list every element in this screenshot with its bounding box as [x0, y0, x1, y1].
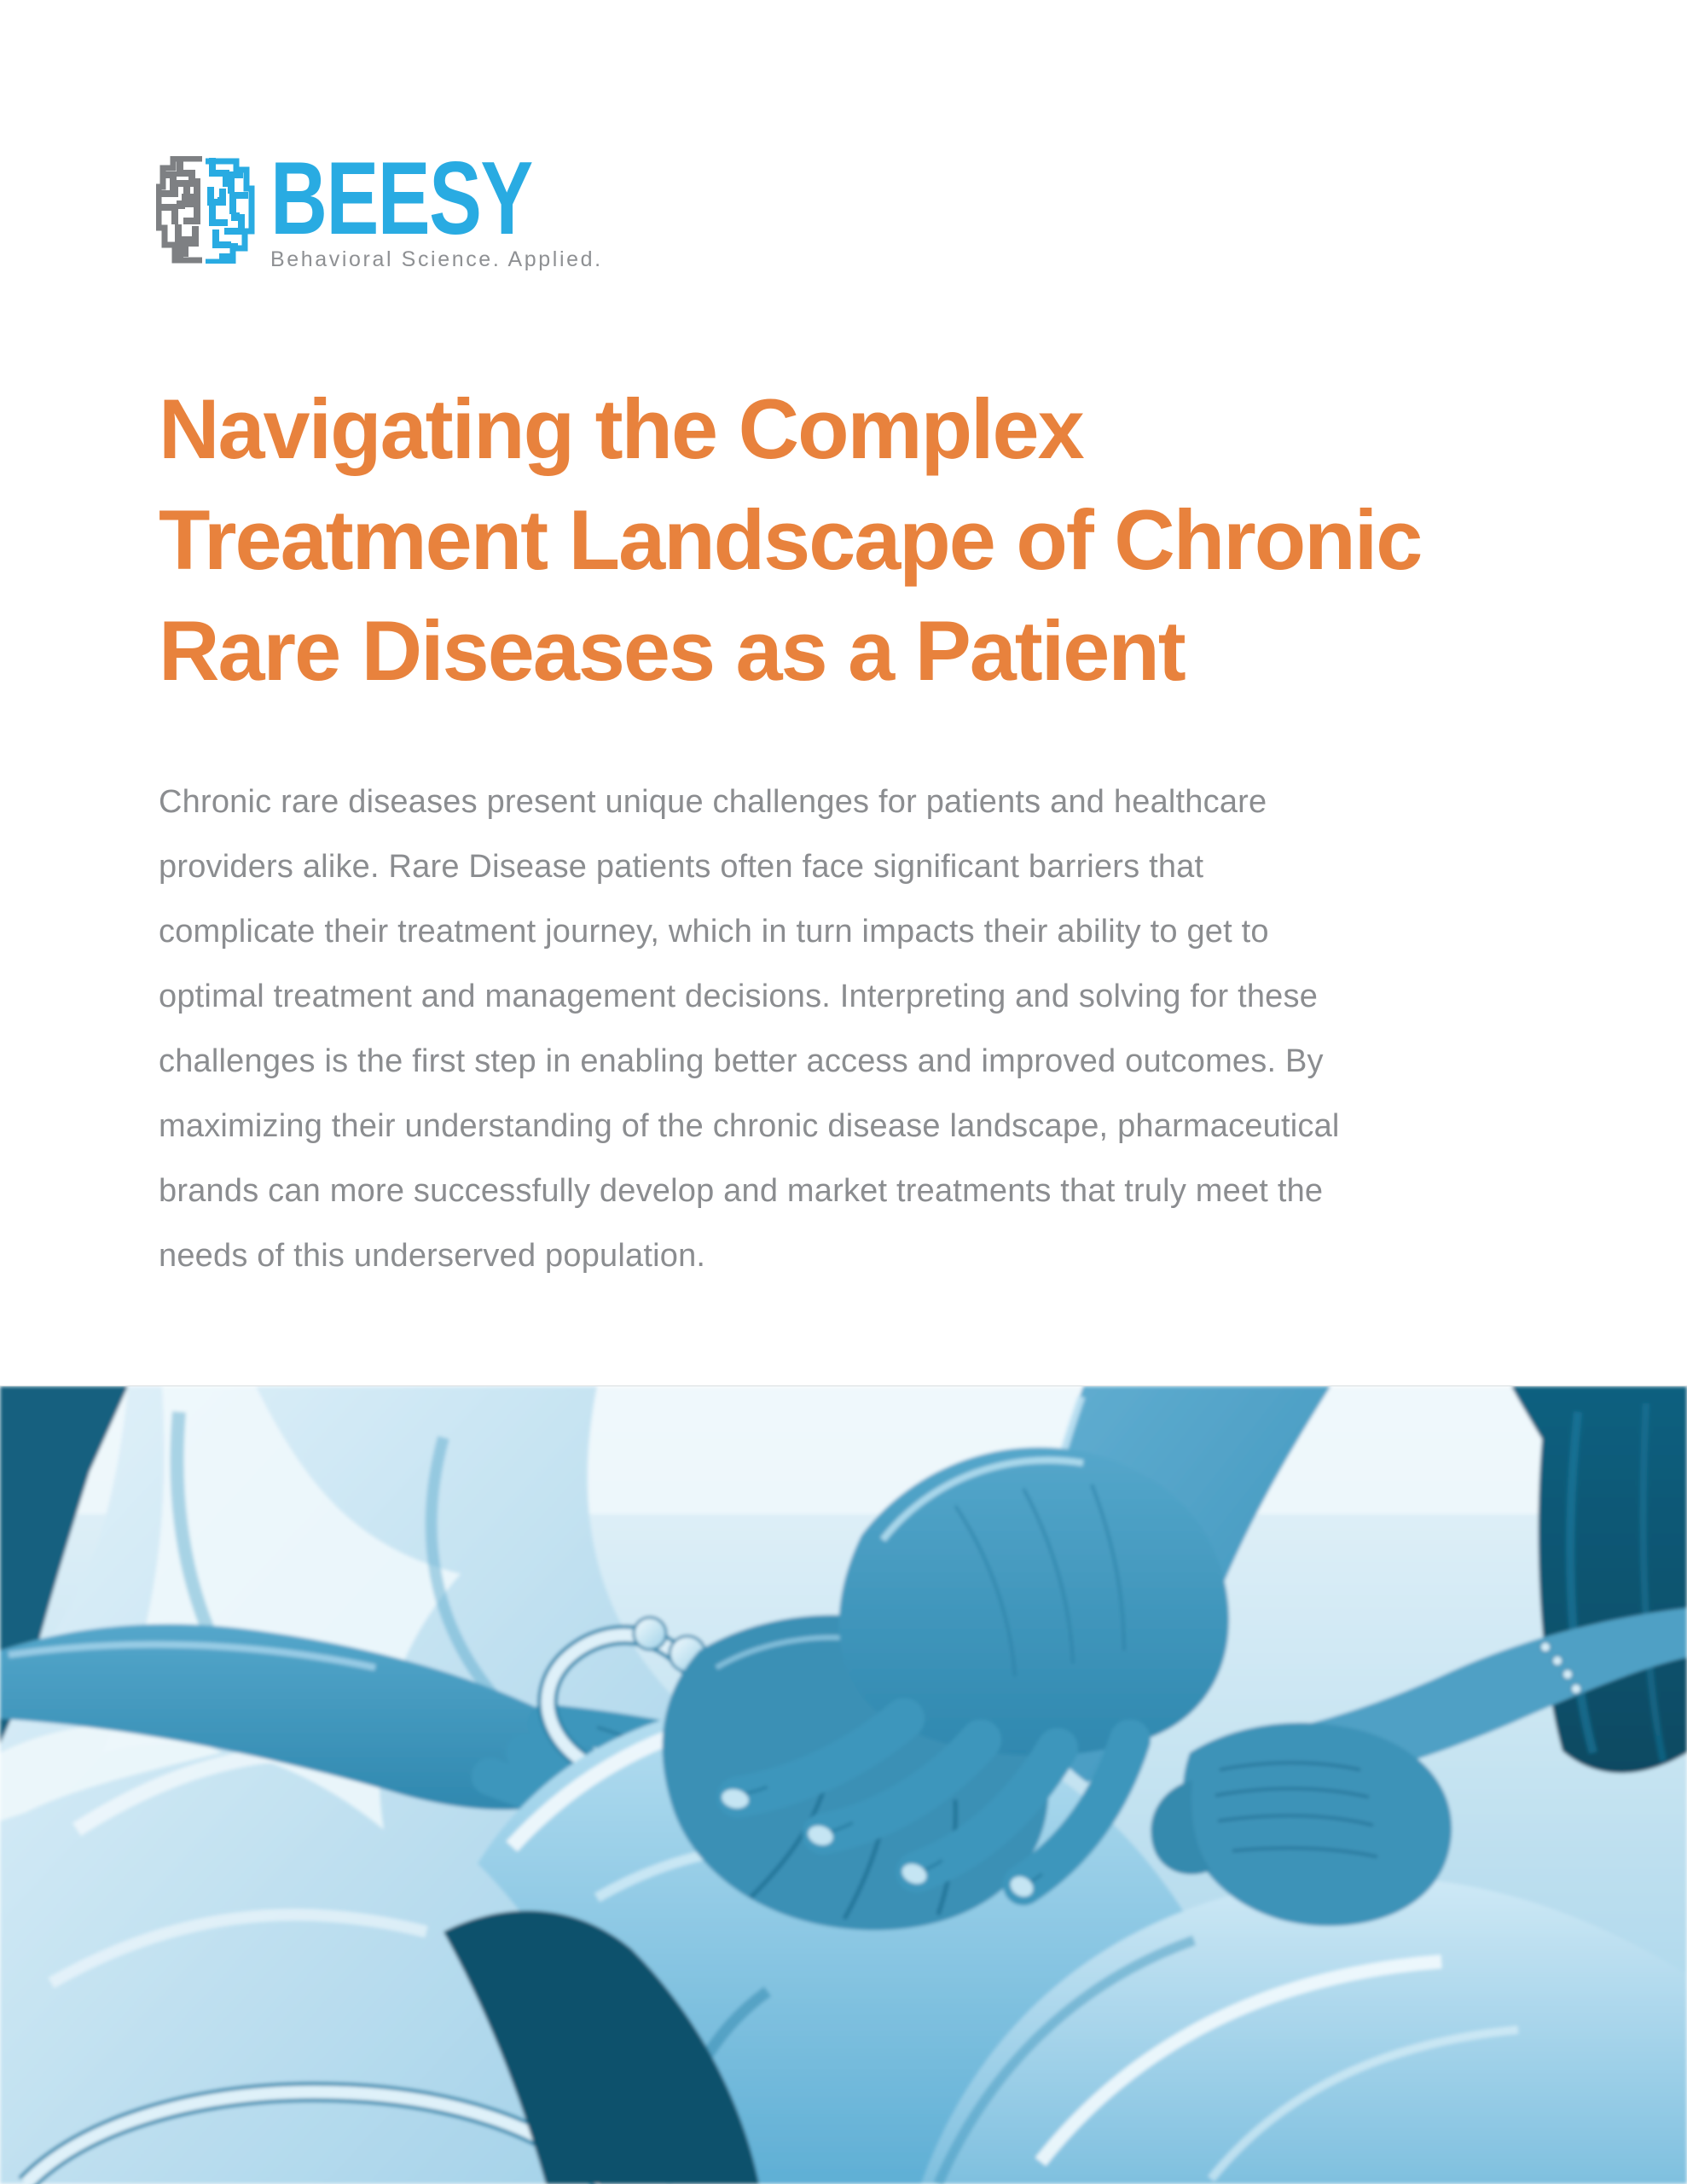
page-title-line-3: Rare Diseases as a Patient — [159, 603, 1185, 698]
intro-line: needs of this underserved population. — [159, 1238, 706, 1274]
logo-text — [270, 140, 615, 272]
logo-tagline: Behavioral Science. Applied. — [270, 247, 603, 272]
intro-paragraph — [159, 770, 1340, 1288]
intro-line: challenges is the first step in enabling better access and improved outcomes. By — [159, 1043, 1324, 1079]
intro-line: maximizing their understanding of the chronic disease landscape, pharmaceutical — [159, 1108, 1340, 1144]
intro-line: brands can more successfully develop and market treatments that truly meet the — [159, 1173, 1324, 1209]
intro-line: optimal treatment and management decisions. Interpreting and solving for these — [159, 979, 1319, 1014]
page-title — [159, 374, 1421, 706]
page-title-line-2: Treatment Landscape of Chronic — [159, 492, 1422, 587]
page-title-line-1: Navigating the Complex — [159, 381, 1083, 476]
pixel-brain-icon — [156, 156, 258, 264]
intro-line: Chronic rare diseases present unique challenges for patients and healthcare — [159, 784, 1267, 820]
hero-photo — [0, 1385, 1687, 2184]
intro-line: complicate their treatment journey, which in turn impacts their ability to get to — [159, 914, 1269, 950]
logo — [156, 140, 615, 272]
stethoscope-earpiece — [634, 1618, 666, 1650]
logo-wordmark: BEESY — [270, 140, 532, 256]
intro-line: providers alike. Rare Disease patients often face significant barriers that — [159, 849, 1204, 885]
